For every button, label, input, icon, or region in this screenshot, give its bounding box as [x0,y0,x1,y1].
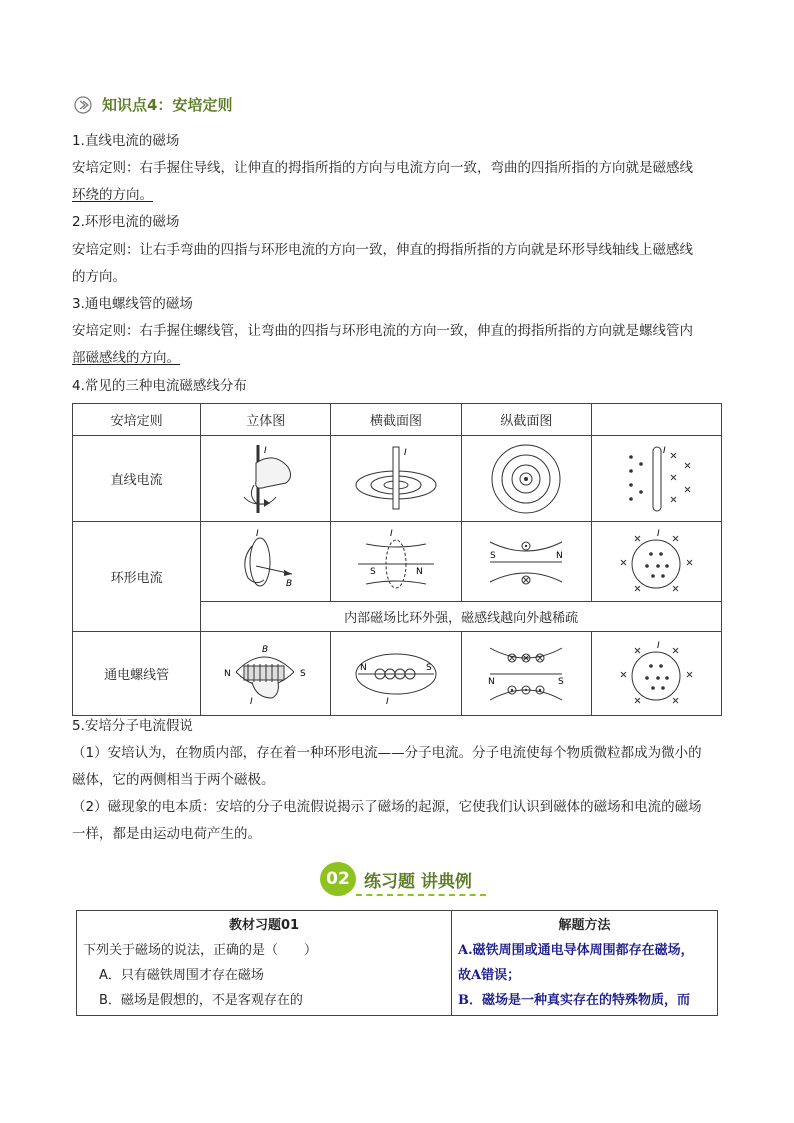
fig-solenoid-3d [201,632,331,716]
fig-solenoid-extra [591,632,721,716]
fig-loop-long [461,522,591,602]
banner-text: 练习题 讲典例 [364,872,472,892]
item1-text-line2: 环绕的方向。 [72,187,153,203]
fig-loop-cross [331,522,461,602]
fig-solenoid-long [461,632,591,716]
question-text: 下列关于磁场的说法，正确的是（ ） [83,943,318,958]
item3-heading: 3.通电螺线管的磁场 [72,296,193,312]
header-extra [591,404,721,436]
option-a: A．只有磁铁周围才存在磁场 [99,968,264,983]
item5-heading: 5.安培分子电流假说 [72,718,193,734]
row-label: 通电螺线管 [73,632,201,716]
option-b: B．磁场是假想的，不是客观存在的 [99,993,303,1008]
item5-p2-line1: （2）磁现象的电本质：安培的分子电流假说揭示了磁场的起源，它使我们认识到磁体的磁场和电流的磁场 [72,799,702,815]
svg-text:S: S [490,550,497,561]
svg-text:N: N [360,662,367,673]
fig-solenoid-cross [331,632,461,716]
svg-text:I: I [255,528,259,539]
svg-text:N: N [223,668,231,679]
svg-text:S: S [370,566,376,577]
row-label: 直线电流 [73,436,201,522]
item5-p1-line1: （1）安培认为，在物质内部，存在着一种环形电流——分子电流。分子电流使每个物质微粒都成为微小的 [72,745,702,761]
fig-loop-extra [591,522,721,602]
exercise-header: 教材习题01 [228,918,300,933]
svg-text:N: N [488,676,496,687]
banner-number: 02 [320,862,356,896]
svg-text:I: I [663,445,667,456]
method-line: B．磁场是一种真实存在的特殊物质，而 [458,993,690,1008]
table-title: 4.常见的三种电流磁感线分布 [72,378,247,394]
item1-heading: 1.直线电流的磁场 [72,133,180,149]
svg-text:S: S [426,662,432,673]
svg-text:S: S [299,668,306,679]
svg-text:B: B [261,644,268,655]
method-line: 故A错误； [458,968,521,983]
header-cross: 横截面图 [331,404,461,436]
fig-loop-3d [201,522,331,602]
svg-text:I: I [404,447,407,458]
chevron-right-circle-icon [74,96,92,114]
fig-straight-cross [331,436,461,522]
fig-straight-long [461,436,591,522]
svg-text:N: N [416,566,423,577]
table-row [73,632,722,716]
item2-text-line2: 的方向。 [72,269,126,285]
svg-text:I: I [657,640,661,651]
field-distribution-table [72,403,722,716]
fig-straight-extra [591,436,721,522]
section-heading [74,94,232,115]
item2-heading: 2.环形电流的磁场 [72,214,180,230]
exercise-table [76,910,718,1016]
fig-straight-3d [201,436,331,522]
item1-text-line1: 安培定则：右手握住导线，让伸直的拇指所指的方向与电流方向一致，弯曲的四指所指的方向就是磁感线 [72,160,693,176]
header-long: 纵截面图 [461,404,591,436]
table-row [73,522,722,602]
item2-text-line1: 安培定则：让右手弯曲的四指与环形电流的方向一致，伸直的拇指所指的方向就是环形导线轴线上磁感线 [72,242,693,258]
practice-banner [320,862,490,896]
item3-text-line2: 部磁感线的方向。 [72,350,180,366]
section-title: 知识点4：安培定则 [102,96,233,114]
svg-text:N: N [556,550,564,561]
svg-text:I: I [390,528,393,539]
item5-p1-line2: 磁体，它的两侧相当于两个磁极。 [72,772,275,788]
method-header: 解题方法 [558,918,611,933]
svg-text:I: I [249,696,253,707]
banner-divider [356,894,486,896]
svg-text:I: I [657,528,661,539]
loop-note: 内部磁场比环外强，磁感线越向外越稀疏 [201,602,722,632]
method-line: A.磁铁周围或通电导体周围都存在磁场， [458,943,694,958]
item5-p2-line2: 一样，都是由运动电荷产生的。 [72,826,261,842]
item3-text-line1: 安培定则：右手握住螺线管，让弯曲的四指与环形电流的方向一致，伸直的拇指所指的方向就是螺线管内 [72,323,693,339]
header-3d: 立体图 [201,404,331,436]
row-label: 环形电流 [73,522,201,632]
table-row [73,436,722,522]
svg-text:I: I [263,445,267,456]
svg-text:I: I [386,696,389,707]
svg-text:S: S [558,676,565,687]
header-rule: 安培定则 [73,404,201,436]
svg-text:B: B [285,578,292,589]
